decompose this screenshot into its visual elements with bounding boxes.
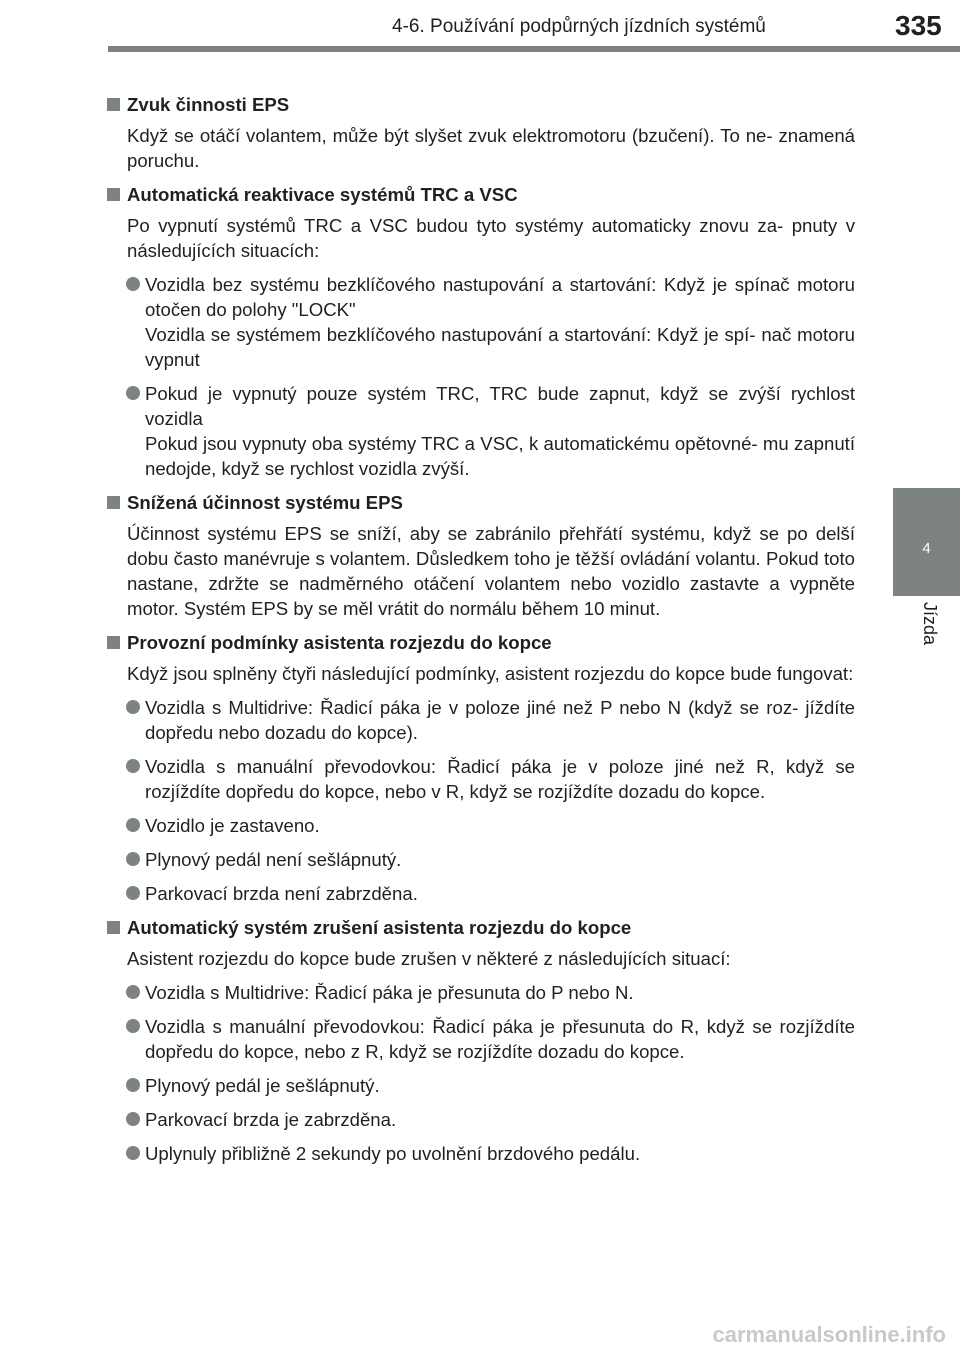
square-bullet-icon: [107, 921, 120, 934]
section: [107, 630, 855, 906]
circle-bullet-icon: [126, 277, 140, 291]
list-item: [107, 980, 855, 1005]
page-content: [107, 92, 855, 1175]
section: [107, 182, 855, 481]
page-header: [108, 0, 960, 76]
chapter-tab-number: 4: [922, 540, 931, 557]
circle-bullet-icon: [126, 1019, 140, 1033]
list-item: [107, 381, 855, 481]
list-item-text: Vozidlo je zastaveno.: [145, 815, 320, 836]
section-heading: [107, 182, 855, 207]
header-rule: [108, 46, 960, 52]
square-bullet-icon: [107, 188, 120, 201]
list-item-text: Vozidla s Multidrive: Řadicí páka je přesunuta do P nebo N.: [145, 982, 634, 1003]
circle-bullet-icon: [126, 1078, 140, 1092]
list-item-text: Vozidla s manuální převodovkou: Řadicí páka je v poloze jiné než R, když se rozjíždíte dopředu do kopce, nebo v R, když se rozjíždíte dozadu do kopce.: [145, 756, 855, 802]
list-item: [107, 1073, 855, 1098]
circle-bullet-icon: [126, 1112, 140, 1126]
circle-bullet-icon: [126, 700, 140, 714]
list-item-text: Uplynuly přibližně 2 sekundy po uvolnění brzdového pedálu.: [145, 1143, 641, 1164]
circle-bullet-icon: [126, 386, 140, 400]
circle-bullet-icon: [126, 886, 140, 900]
list-item: [107, 1014, 855, 1064]
list-item: [107, 881, 855, 906]
section-heading-text: Provozní podmínky asistenta rozjezdu do kopce: [127, 632, 552, 653]
section: [107, 915, 855, 1166]
section-heading: [107, 915, 855, 940]
list-item-text: Vozidla se systémem bezklíčového nastupování a startování: Když je spí- nač motoru vypnut: [145, 324, 855, 370]
list-item-text: Plynový pedál není sešlápnutý.: [145, 849, 402, 870]
list-item-text: Vozidla s Multidrive: Řadicí páka je v poloze jiné než P nebo N (když se roz- jíždíte dopředu nebo dozadu do kopce).: [145, 697, 855, 743]
chapter-tab[interactable]: [893, 488, 960, 596]
square-bullet-icon: [107, 636, 120, 649]
section-heading-text: Automatický systém zrušení asistenta rozjezdu do kopce: [127, 917, 632, 938]
square-bullet-icon: [107, 496, 120, 509]
list-item: [107, 1107, 855, 1132]
chapter-title: 4-6. Používání podpůrných jízdních systémů: [392, 16, 766, 37]
list-item: [107, 272, 855, 372]
list-item: [107, 847, 855, 872]
section-paragraph: Když se otáčí volantem, může být slyšet zvuk elektromotoru (bzučení). To ne- znamená poruchu.: [127, 125, 855, 171]
circle-bullet-icon: [126, 1146, 140, 1160]
list-item: [107, 754, 855, 804]
section: [107, 92, 855, 173]
list-item: [107, 813, 855, 838]
list-item: [107, 1141, 855, 1166]
section-paragraph: Asistent rozjezdu do kopce bude zrušen v některé z následujících situací:: [127, 948, 731, 969]
circle-bullet-icon: [126, 852, 140, 866]
chapter-label-text: Jízda: [920, 602, 940, 646]
list-item: [107, 695, 855, 745]
list-item-text: Plynový pedál je sešlápnutý.: [145, 1075, 380, 1096]
list-item-text: Vozidla s manuální převodovkou: Řadicí páka je přesunuta do R, když se rozjíždíte dopředu do kopce, nebo z R, když se rozjíždíte dozadu do kopce.: [145, 1016, 855, 1062]
circle-bullet-icon: [126, 759, 140, 773]
square-bullet-icon: [107, 98, 120, 111]
list-item-text: Parkovací brzda není zabrzděna.: [145, 883, 418, 904]
section-heading: [107, 630, 855, 655]
list-item-text: Vozidla bez systému bezklíčového nastupování a startování: Když je spínač motoru otočen do polohy "LOCK": [145, 274, 855, 320]
section-heading-text: Snížená účinnost systému EPS: [127, 492, 403, 513]
section-heading: [107, 92, 855, 117]
chapter-label: [893, 596, 960, 676]
section-paragraph: Účinnost systému EPS se sníží, aby se zabránilo přehřátí systému, když se po delší dobu často manévruje s volantem. Důsledkem toho je těžší ovládání volantu. Pokud toto nastane, zdržte se nadměrného otáčení volantem nebo vozidlo zastavte a vypněte motor. Systém EPS by se měl vrátit do normálu během 10 minut.: [127, 523, 855, 619]
watermark: carmanualsonline.info: [712, 1322, 946, 1347]
section-paragraph: Po vypnutí systémů TRC a VSC budou tyto systémy automaticky znovu za- pnuty v následujících situacích:: [127, 215, 855, 261]
page-number: 335: [895, 10, 942, 41]
section-paragraph: Když jsou splněny čtyři následující podmínky, asistent rozjezdu do kopce bude fungovat:: [127, 663, 854, 684]
circle-bullet-icon: [126, 985, 140, 999]
list-item-text: Pokud jsou vypnuty oba systémy TRC a VSC, k automatickému opětovné- mu zapnutí nedojde, když se rychlost vozidla zvýší.: [145, 433, 855, 479]
section-heading-text: Zvuk činnosti EPS: [127, 94, 290, 115]
list-item-text: Parkovací brzda je zabrzděna.: [145, 1109, 397, 1130]
section-heading-text: Automatická reaktivace systémů TRC a VSC: [127, 184, 518, 205]
list-item-text: Pokud je vypnutý pouze systém TRC, TRC bude zapnut, když se zvýší rychlost vozidla: [145, 383, 855, 429]
section-heading: [107, 490, 855, 515]
circle-bullet-icon: [126, 818, 140, 832]
section: [107, 490, 855, 621]
